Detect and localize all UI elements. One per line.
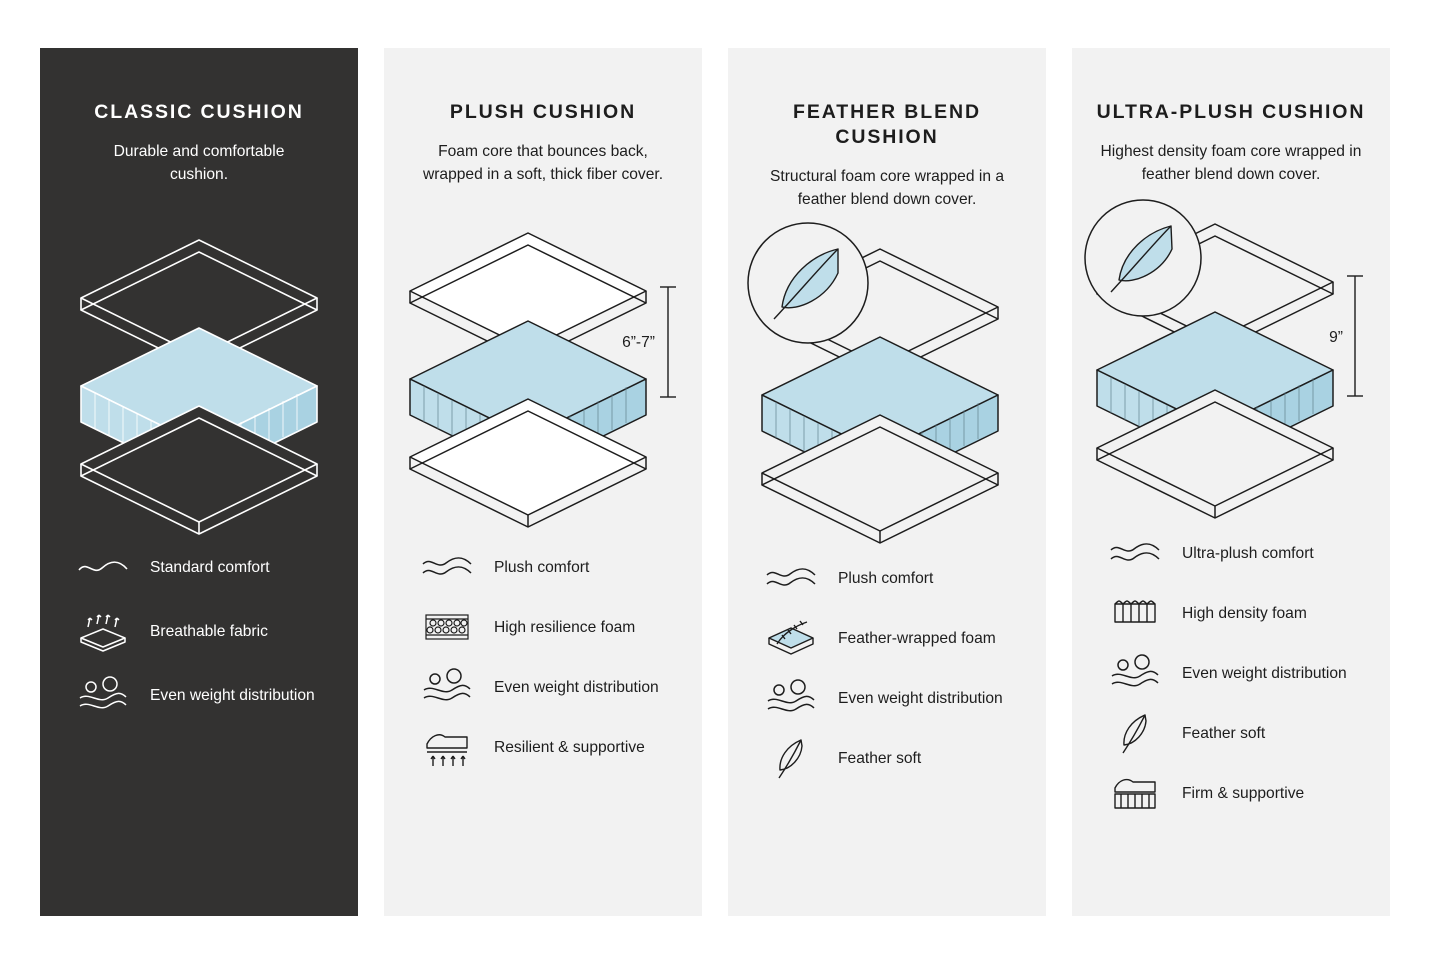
feather-badge — [748, 223, 868, 343]
card-plush-cushion — [384, 48, 702, 916]
weight-distribution-icon — [418, 666, 476, 708]
feature-item — [418, 666, 680, 708]
exploded-cushion-illustration — [742, 231, 1032, 531]
feather-icon — [762, 737, 820, 779]
feature-label: Even weight distribution — [494, 678, 659, 696]
feature-item — [1106, 712, 1368, 754]
cushion-exploded-diagram-classic — [62, 220, 336, 520]
feature-label: Feather soft — [1182, 724, 1266, 742]
wave-icon — [74, 546, 132, 588]
card-title: CLASSIC CUSHION — [94, 101, 304, 123]
card-title: FEATHER BLEND CUSHION — [793, 101, 981, 148]
card-description: Highest density foam core wrapped in feather blend down cover. — [1100, 142, 1362, 183]
feature-label: Plush comfort — [838, 569, 934, 587]
dimension-bracket — [1347, 276, 1363, 396]
feature-label: Breathable fabric — [150, 622, 268, 640]
exploded-cushion-illustration — [69, 230, 329, 510]
feature-list — [750, 557, 1024, 779]
feature-list — [406, 546, 680, 768]
firm-support-icon — [1106, 772, 1164, 814]
card-title: ULTRA-PLUSH CUSHION — [1096, 101, 1366, 123]
feature-label: Feather-wrapped foam — [838, 629, 996, 647]
wave-icon — [762, 557, 820, 599]
weight-distribution-icon — [762, 677, 820, 719]
card-feather-blend-cushion — [728, 48, 1046, 916]
dimension-bracket — [660, 287, 676, 397]
feature-item — [762, 737, 1024, 779]
feature-list — [1094, 532, 1368, 814]
feather-wrapped-foam-icon — [762, 617, 820, 659]
dimension-label: 6”-7” — [622, 334, 655, 352]
feature-label: Firm & supportive — [1182, 784, 1305, 802]
feature-label: Even weight distribution — [838, 689, 1003, 707]
card-classic-cushion — [40, 48, 358, 916]
feature-item — [762, 677, 1024, 719]
resilient-support-icon — [418, 726, 476, 768]
feature-item — [418, 606, 680, 648]
feature-label: High density foam — [1182, 604, 1307, 622]
feature-label: Even weight distribution — [150, 686, 315, 704]
feature-label: Ultra-plush comfort — [1182, 544, 1314, 562]
weight-distribution-icon — [74, 674, 132, 716]
card-description: Foam core that bounces back, wrapped in a soft, thick fiber cover. — [422, 142, 664, 183]
feature-list — [62, 546, 336, 716]
cushion-exploded-diagram-plush — [406, 220, 680, 520]
feature-label: Feather soft — [838, 749, 922, 767]
card-description: Durable and comfortable cushion. — [113, 142, 285, 183]
feature-item — [74, 546, 336, 588]
feature-item — [74, 674, 336, 716]
feature-item — [1106, 772, 1368, 814]
feature-item — [74, 610, 336, 652]
wave-icon — [418, 546, 476, 588]
feature-label: Standard comfort — [150, 558, 270, 576]
exploded-cushion-illustration — [1081, 206, 1381, 506]
feature-item — [762, 617, 1024, 659]
density-foam-icon — [1106, 592, 1164, 634]
feature-label: Resilient & supportive — [494, 738, 645, 756]
feature-item — [1106, 532, 1368, 574]
feature-item — [1106, 652, 1368, 694]
feather-icon — [1106, 712, 1164, 754]
feature-label: Plush comfort — [494, 558, 590, 576]
dimension-label: 9” — [1329, 329, 1343, 347]
card-title: PLUSH CUSHION — [449, 101, 637, 123]
feather-badge — [1085, 200, 1201, 316]
cushion-exploded-diagram-ultra-plush — [1094, 206, 1368, 506]
feature-item — [418, 546, 680, 588]
feature-item — [762, 557, 1024, 599]
feature-label: Even weight distribution — [1182, 664, 1347, 682]
card-ultra-plush-cushion — [1072, 48, 1390, 916]
feature-item — [1106, 592, 1368, 634]
exploded-cushion-illustration — [398, 225, 688, 515]
cushion-exploded-diagram-feather-blend — [750, 231, 1024, 531]
wave-icon — [1106, 532, 1164, 574]
feature-label: High resilience foam — [494, 618, 636, 636]
honeycomb-foam-icon — [418, 606, 476, 648]
weight-distribution-icon — [1106, 652, 1164, 694]
card-description: Structural foam core wrapped in a feather blend down cover. — [769, 167, 1005, 208]
breathable-fabric-icon — [74, 610, 132, 652]
feature-item — [418, 726, 680, 768]
